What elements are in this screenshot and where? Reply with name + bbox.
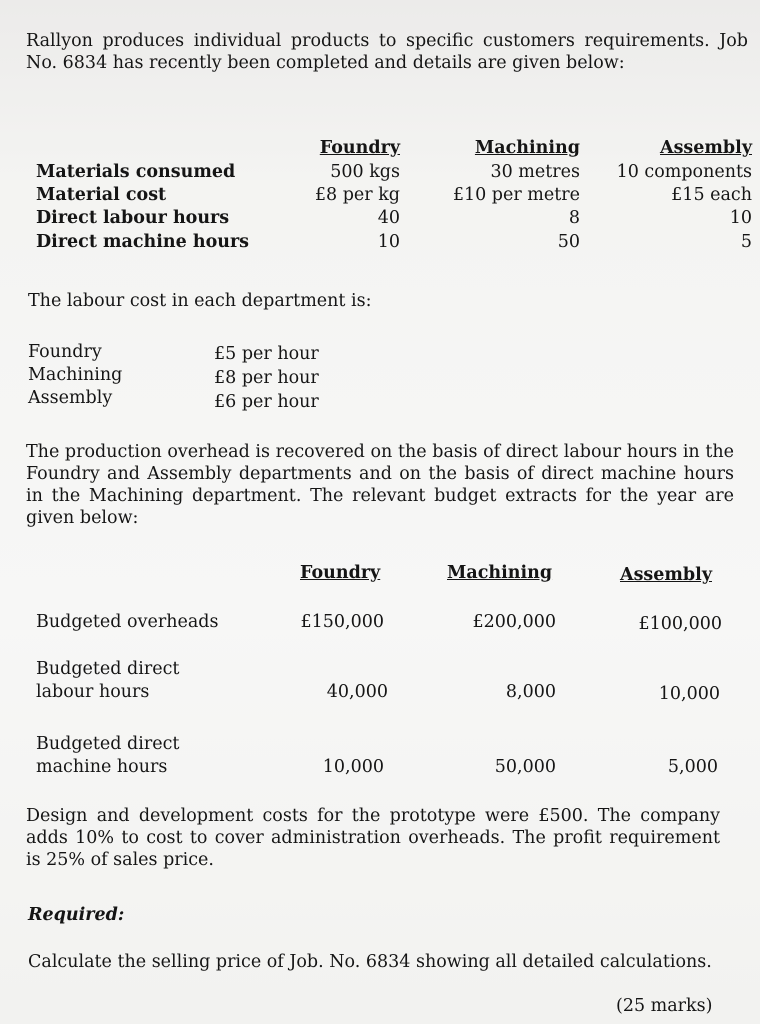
labour-rate: £6 per hour bbox=[214, 392, 319, 412]
budget-header-assembly: Assembly bbox=[620, 565, 712, 585]
labour-dept: Foundry bbox=[28, 342, 102, 362]
budget-cell: 10,000 bbox=[658, 684, 720, 704]
job-row-label: Direct machine hours bbox=[36, 232, 250, 252]
job-row-label: Material cost bbox=[36, 185, 167, 205]
budget-cell: 8,000 bbox=[505, 682, 556, 702]
labour-cost-heading: The labour cost in each department is: bbox=[28, 291, 372, 311]
question-text: Calculate the selling price of Job. No. 6834 showing all detailed calculations. bbox=[28, 952, 712, 972]
labour-dept: Machining bbox=[28, 365, 123, 385]
labour-dept: Assembly bbox=[28, 388, 113, 408]
job-header-foundry: Foundry bbox=[319, 138, 400, 158]
job-cell: 10 bbox=[377, 232, 400, 252]
budget-header-foundry: Foundry bbox=[300, 563, 381, 583]
marks-label: (25 marks) bbox=[616, 996, 713, 1016]
job-cell: 50 bbox=[557, 232, 580, 252]
budget-header-machining: Machining bbox=[447, 563, 553, 583]
labour-rate: £5 per hour bbox=[214, 344, 319, 364]
job-cell: 5 bbox=[740, 232, 752, 252]
design-paragraph: Design and development costs for the prototype were £500. The company adds 10% to cost to cover administration overheads. The profit requirement is 25% of sales price. bbox=[26, 806, 720, 870]
job-cell: £15 each bbox=[671, 185, 752, 205]
budget-row-label: Budgeted overheads bbox=[36, 612, 219, 632]
budget-row-label: machine hours bbox=[36, 757, 168, 777]
budget-cell: £200,000 bbox=[472, 612, 556, 632]
budget-row-label: labour hours bbox=[36, 682, 150, 702]
job-header-machining: Machining bbox=[474, 138, 580, 158]
budget-cell: 50,000 bbox=[494, 757, 556, 777]
job-cell: 8 bbox=[568, 208, 580, 228]
job-cell: 10 components bbox=[616, 162, 752, 182]
job-cell: £8 per kg bbox=[314, 185, 400, 205]
job-cell: 500 kgs bbox=[330, 162, 400, 182]
job-row-label: Materials consumed bbox=[36, 162, 236, 182]
budget-row-label: Budgeted direct bbox=[36, 734, 180, 754]
budget-cell: £100,000 bbox=[638, 614, 722, 634]
job-cell: 40 bbox=[377, 208, 400, 228]
job-header-assembly: Assembly bbox=[660, 138, 752, 158]
overhead-paragraph: The production overhead is recovered on the basis of direct labour hours in the Foundry and Assembly departments and on the basis of direct machine hours in the Machining department. The relevant budget extracts for the year are given below: bbox=[26, 442, 734, 528]
budget-cell: £150,000 bbox=[300, 612, 384, 632]
budget-cell: 40,000 bbox=[326, 682, 388, 702]
job-cell: 10 bbox=[729, 208, 752, 228]
budget-cell: 5,000 bbox=[667, 757, 718, 777]
job-cell: 30 metres bbox=[490, 162, 580, 182]
budget-cell: 10,000 bbox=[322, 757, 384, 777]
required-label: Required: bbox=[28, 905, 125, 925]
budget-row-label: Budgeted direct bbox=[36, 659, 180, 679]
job-row-label: Direct labour hours bbox=[36, 208, 230, 228]
labour-rate: £8 per hour bbox=[214, 368, 319, 388]
job-cell: £10 per metre bbox=[452, 185, 580, 205]
intro-paragraph: Rallyon produces individual products to specific customers requirements. Job No. 6834 has recently been completed and details are given below: bbox=[26, 31, 748, 73]
